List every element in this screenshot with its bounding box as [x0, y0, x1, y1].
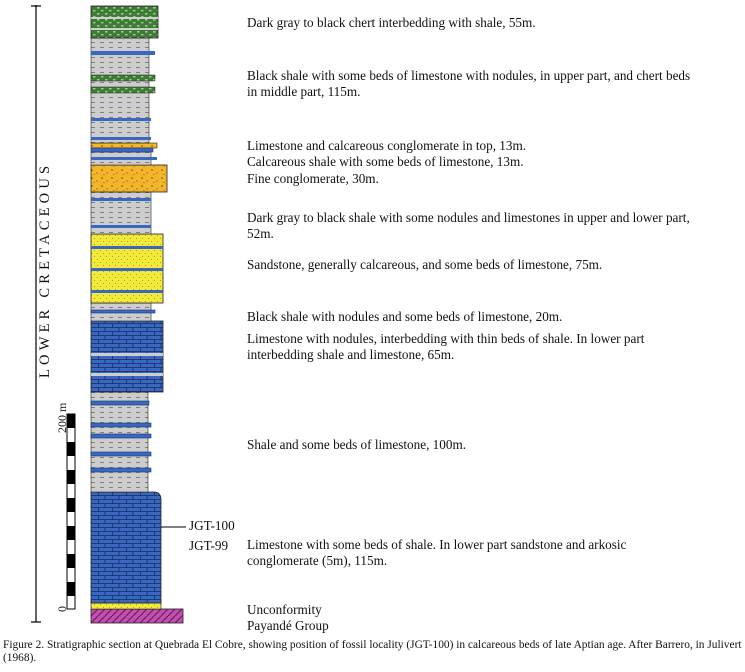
layer-basal-sandstone [91, 603, 161, 609]
layer-limestone-bed [91, 310, 155, 313]
desc-lower-limestone-line2: conglomerate (5m), 115m. [247, 553, 388, 568]
desc-nodular-limestone-line2: interbedding shale and limestone, 65m. [247, 347, 455, 362]
layer-limestone-bed [91, 401, 149, 405]
layer-limestone-bed [91, 198, 151, 201]
scale-bar [67, 414, 75, 609]
desc-dark-shale-line2: 52m. [247, 226, 274, 241]
desc-shale-100m: Shale and some beds of limestone, 100m. [247, 437, 467, 452]
stratigraphic-column [91, 6, 183, 623]
layer-shale-parting [91, 353, 163, 356]
desc-sandstone: Sandstone, generally calcareous, and some beds of limestone, 75m. [247, 257, 603, 272]
layer-chert-55m [91, 6, 158, 38]
layer-chert-bed [91, 87, 155, 93]
desc-black-shale-line2: in middle part, 115m. [247, 84, 361, 99]
layer-shale-parting [91, 17, 158, 19]
desc-dark-shale-line1: Dark gray to black shale with some nodules and limestones in upper and lower part, [247, 210, 690, 225]
layer-payande-group [91, 609, 183, 623]
desc-black-shale-nodules: Black shale with nodules and some beds of limestone, 20m. [247, 309, 563, 324]
desc-nodular-limestone-line1: Limestone with nodules, interbedding with thin beds of shale. In lower part [247, 331, 645, 346]
desc-black-shale-line1: Black shale with some beds of limestone with nodules, in upper part, and chert beds [247, 68, 691, 83]
layer-limestone-bed [91, 246, 163, 249]
desc-calcareous-shale: Calcareous shale with some beds of limestone, 13m. [247, 154, 524, 169]
layer-shale-parting [91, 373, 163, 376]
scale-label-200m: 200 m [55, 402, 69, 433]
era-label: LOWER CRETACEOUS [37, 161, 53, 378]
layer-lower-limestone [91, 492, 161, 603]
sample-label-jgt-100: JGT-100 [189, 518, 235, 533]
desc-fine-conglomerate: Fine conglomerate, 30m. [247, 171, 379, 186]
desc-payande-group: Payandé Group [247, 618, 329, 633]
layer-limestone-bed [91, 118, 151, 121]
layer-shale-100m [91, 392, 148, 492]
layer-limestone-conglomerate [91, 143, 157, 148]
layer-limestone-bed [91, 423, 151, 427]
desc-limestone-conglomerate: Limestone and calcareous conglomerate in top, 13m. [247, 138, 527, 153]
layer-limestone-bed [91, 51, 155, 55]
layer-limestone-bed [91, 268, 163, 271]
desc-chert: Dark gray to black chert interbedding with shale, 55m. [247, 15, 536, 30]
layer-limestone-bed [91, 290, 163, 293]
layer-limestone-bed [91, 137, 151, 140]
layer-limestone-bed [91, 157, 157, 160]
figure-caption: Figure 2. Stratigraphic section at Quebrada El Cobre, showing position of fossil locality (JGT-100) in calcareous beds of late Aptian age. After Barrero, in Julivert (1968). [3, 639, 742, 664]
layer-nodular-limestone [91, 321, 163, 392]
layer-limestone-bed [91, 434, 151, 438]
layer-limestone-bed [91, 452, 151, 456]
layer-fine-conglomerate [91, 165, 167, 192]
sample-label-jgt-99: JGT-99 [189, 538, 229, 553]
layer-chert-bed [91, 75, 155, 81]
scale-label-0: 0 [55, 606, 69, 612]
desc-lower-limestone-line1: Limestone with some beds of shale. In lower part sandstone and arkosic [247, 537, 627, 552]
layer-limestone-bed [91, 468, 151, 472]
layer-shale-parting [91, 28, 158, 30]
layer-limestone-bed [91, 148, 153, 152]
layer-limestone-bed [91, 225, 151, 228]
desc-unconformity: Unconformity [247, 602, 322, 617]
